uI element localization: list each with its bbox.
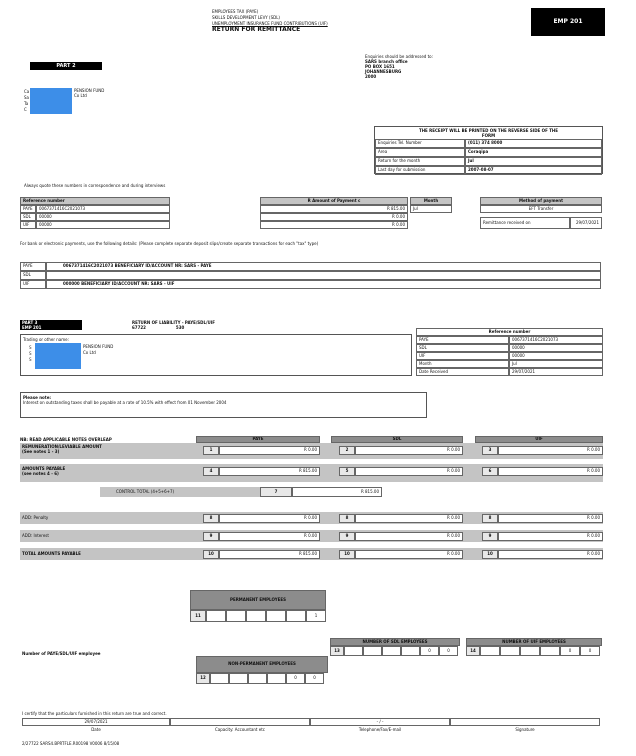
- amount-field[interactable]: R 815.00: [219, 467, 320, 476]
- uif-num: 14: [466, 646, 480, 656]
- redaction-block: [30, 88, 72, 114]
- digit-box[interactable]: [246, 610, 266, 622]
- part3-ref-value: 00000: [509, 352, 603, 360]
- digit-box[interactable]: 0: [560, 646, 580, 656]
- header-line1: EMPLOYEES TAX (PAYE): [212, 9, 259, 14]
- part3-ref-table: [416, 328, 603, 377]
- digit-box[interactable]: [520, 646, 540, 656]
- receipt-title: THE RECEIPT WILL BE PRINTED ON THE REVERSE SIDE OF THE FORM: [418, 128, 559, 138]
- enquiries-label: Enquiries should be addressed to:: [365, 54, 433, 59]
- part3-code: 530: [175, 325, 185, 330]
- receipt-row-value: 2007-08-07: [465, 166, 602, 175]
- line-number-box: 6: [482, 467, 498, 476]
- line-number-box: 1: [203, 446, 219, 455]
- read-notes: NB: READ APPLICABLE NOTES OVERLEAP: [20, 437, 112, 442]
- header-title: RETURN FOR REMITTANCE: [212, 26, 301, 33]
- trading-label: Trading or other name:: [23, 337, 69, 342]
- note-text: Interest on outstanding taxes shall be payable at a rate of 10.5% with effect from 01 November 2004: [23, 399, 227, 405]
- line-number-box: 3: [482, 446, 498, 455]
- nonperm-num: 12: [196, 673, 210, 684]
- receipt-row-label: Enquiries Tel. Number: [375, 139, 465, 148]
- digit-box[interactable]: [286, 610, 306, 622]
- line-number-box: 10: [203, 550, 219, 559]
- part3-ref-label: SDL: [416, 344, 509, 352]
- certify-telephone: - / -: [310, 718, 450, 726]
- capacity-label: Capacity: Accountant etc: [214, 727, 265, 732]
- part3-ref-value: 0067371416C2021073: [509, 336, 603, 344]
- enquiries-block: [365, 54, 433, 79]
- employer-line1: PENSION FUND: [74, 88, 105, 93]
- digit-box[interactable]: 0: [580, 646, 600, 656]
- digit-box[interactable]: [229, 673, 248, 684]
- enquiries-code: 2000: [365, 74, 377, 79]
- ben-text-paye: 0067371416C2021073 BENEFICIARY ID/ACCOUNT NR: SARS - PAYE: [46, 262, 601, 271]
- receipt-row-value: Coraqipa: [465, 148, 602, 157]
- ref-number-paye: 0067371416C2021073: [36, 205, 170, 213]
- amount-field[interactable]: R 0.00: [355, 532, 463, 541]
- certify-capacity[interactable]: [170, 718, 310, 726]
- amount-field[interactable]: R 0.00: [355, 467, 463, 476]
- digit-box[interactable]: 0: [420, 646, 439, 656]
- digit-box[interactable]: [344, 646, 363, 656]
- quote-note: Always quote these numbers in correspondence and during interviews: [24, 183, 166, 188]
- amount-sdl: R 0.00: [260, 213, 408, 221]
- received-date: 29/07/2021: [570, 217, 602, 229]
- enquiries-box: PO BOX 1651: [365, 64, 395, 69]
- enquiries-city: JOHANNESBURG: [365, 69, 402, 74]
- receipt-row-label: Return for the month: [375, 157, 465, 166]
- line-number-box: 8: [203, 514, 219, 523]
- sdl-num: 13: [330, 646, 344, 656]
- employee-count-label: Number of PAYE/SDL/UIF employee: [22, 651, 101, 656]
- ben-type-paye: PAYE: [20, 262, 46, 271]
- sdl-header: NUMBER OF SDL EMPLOYEES: [330, 638, 460, 646]
- part3-employer-line2: Co Ltd: [83, 350, 96, 355]
- total-label: TOTAL AMOUNTS PAYABLE: [22, 551, 81, 556]
- digit-box[interactable]: [363, 646, 382, 656]
- amount-field[interactable]: R 0.00: [355, 550, 463, 559]
- certify-text: I certify that the particulars furnished in this return are true and correct.: [22, 711, 167, 716]
- part3-label-text: PART 3: [22, 320, 38, 325]
- digit-box[interactable]: 1: [306, 610, 326, 622]
- amount-uif: R 0.00: [260, 221, 408, 229]
- digit-box[interactable]: 0: [305, 673, 324, 684]
- digit-box[interactable]: [248, 673, 267, 684]
- line-number-box: 5: [339, 467, 355, 476]
- part3-ref-label: PAYE: [416, 336, 509, 344]
- col-sdl: SDL: [331, 436, 463, 443]
- interest-note: [20, 392, 427, 418]
- part3-ref-label: Month: [416, 360, 509, 368]
- penalty-label: ADD: Penalty: [22, 515, 49, 520]
- month-header: Month: [410, 197, 452, 205]
- permanent-employees-box: [190, 590, 326, 622]
- amount-field[interactable]: R 0.00: [498, 467, 603, 476]
- certify-date: 29/07/2021: [22, 718, 170, 726]
- part3-employer-line1: PENSION FUND: [83, 344, 114, 349]
- part3-ref-value: Jul: [509, 360, 603, 368]
- redaction-block-2: [35, 343, 81, 369]
- uif-header: NUMBER OF UIF EMPLOYEES: [466, 638, 602, 646]
- part3-number: 67722: [132, 325, 146, 330]
- amount-field[interactable]: R 0.00: [498, 514, 603, 523]
- part3-title-block: [132, 320, 215, 330]
- amounts-sub: (see notes 4 - 6): [22, 470, 59, 476]
- date-label: Date: [91, 727, 101, 732]
- part3-ref-value: 00000: [509, 344, 603, 352]
- amounts-label: [22, 467, 65, 476]
- perm-num: 11: [190, 610, 206, 622]
- amount-field[interactable]: R 815.00: [219, 550, 320, 559]
- control-label: CONTROL TOTAL (4+5+6+7): [116, 489, 175, 494]
- ben-type-uif: UIF: [20, 280, 46, 289]
- uif-employees-box: [466, 638, 602, 656]
- amount-header: R Amount of Payment c: [260, 197, 408, 205]
- nonperm-employees-box: [196, 656, 328, 684]
- remuneration-sub: (See notes 1 - 3): [22, 448, 60, 454]
- line-number-box: 9: [482, 532, 498, 541]
- digit-box[interactable]: [382, 646, 401, 656]
- receipt-table: [374, 126, 603, 174]
- digit-box[interactable]: [226, 610, 246, 622]
- part3-ref-label: Date Received: [416, 368, 509, 376]
- footer-code: 2/27722 SARS4.BPRTFLE.R00198 V0006 8/15/08: [22, 741, 120, 746]
- amount-field[interactable]: R 0.00: [498, 550, 603, 559]
- line-number-box: 8: [339, 514, 355, 523]
- employer-line2: Co Ltd: [74, 93, 87, 98]
- header-line3: UNEMPLOYMENT INSURANCE FUND CONTRIBUTIONS (UIF): [212, 21, 328, 26]
- col-uif: UIF: [475, 436, 603, 443]
- receipt-row-label: Area: [375, 148, 465, 157]
- digit-box[interactable]: [210, 673, 229, 684]
- digit-box[interactable]: [500, 646, 520, 656]
- certify-signature[interactable]: [450, 718, 600, 726]
- ref-type-uif: UIF: [20, 221, 36, 229]
- part3-form: EMP 201: [22, 325, 42, 330]
- amount-field[interactable]: R 0.00: [219, 532, 320, 541]
- enquiries-office: SARS branch office: [365, 59, 408, 64]
- line-number-box: 8: [482, 514, 498, 523]
- beneficiary-table: [20, 262, 601, 289]
- ben-text-sdl: [46, 271, 601, 280]
- receipt-row-label: Last day for submission: [375, 166, 465, 175]
- line-number-box: 4: [203, 467, 219, 476]
- permanent-header: PERMANENT EMPLOYEES: [190, 590, 326, 610]
- payment-method: EFT Transfer: [480, 205, 602, 213]
- sdl-employees-box: [330, 638, 460, 656]
- receipt-row-value: (011) 374 8000: [465, 139, 602, 148]
- digit-box[interactable]: [266, 610, 286, 622]
- amount-field[interactable]: R 0.00: [219, 514, 320, 523]
- month-value: Jul: [410, 205, 452, 213]
- ben-text-uif: 000000 BENEFICIARY ID/ACCOUNT NR: SARS - UIF: [46, 280, 601, 289]
- control-num: 7: [260, 487, 292, 497]
- ref-type-sdl: SDL: [20, 213, 36, 221]
- trading-box: Trading or other name: S S S PENSION FUND Co Ltd: [20, 334, 412, 376]
- line-number-box: 9: [339, 532, 355, 541]
- line-number-box: 9: [203, 532, 219, 541]
- header-line2: SKILLS DEVELOPMENT LEVY (SDL): [212, 15, 280, 20]
- remuneration-label: [22, 445, 102, 454]
- amount-field[interactable]: R 0.00: [219, 446, 320, 455]
- payment-reference-table: [20, 197, 609, 237]
- digit-box[interactable]: 0: [439, 646, 458, 656]
- amount-field[interactable]: R 0.00: [498, 446, 603, 455]
- amount-field[interactable]: R 0.00: [355, 514, 463, 523]
- control-value: R 815.00: [292, 487, 382, 497]
- amounts-title: AMOUNTS PAYABLE: [22, 466, 66, 471]
- note-title: Please note:: [23, 395, 52, 400]
- line-number-box: 10: [339, 550, 355, 559]
- bank-note: For bank or electronic payments, use the following details: (Please complete separate deposit slips/create separate transactions for each "tax" type): [20, 241, 319, 246]
- ref-number-sdl: 00000: [36, 213, 170, 221]
- digit-box[interactable]: [267, 673, 286, 684]
- method-header: Method of payment: [480, 197, 602, 205]
- ref-number-uif: 00000: [36, 221, 170, 229]
- nonperm-header: NON-PERMANENT EMPLOYEES: [196, 656, 328, 673]
- remuneration-title: REMUNERATION/LEVIABLE AMOUNT: [22, 444, 102, 449]
- amount-paye: R 815.00: [260, 205, 408, 213]
- col-paye: PAYE: [196, 436, 320, 443]
- digit-box[interactable]: [206, 610, 226, 622]
- digit-box[interactable]: 0: [286, 673, 305, 684]
- part3-label: [20, 320, 82, 330]
- part3-ref-value: 29/07/2021: [509, 368, 603, 376]
- digit-box[interactable]: [540, 646, 560, 656]
- ref-type-paye: PAYE: [20, 205, 36, 213]
- part3-ref-label: UIF: [416, 352, 509, 360]
- certify-fields: [22, 718, 600, 728]
- certify-labels: [22, 728, 600, 734]
- telephone-label: Telephone/Fax/E-mail: [358, 727, 402, 732]
- amount-field[interactable]: R 0.00: [498, 532, 603, 541]
- employer-address: Ca Sa Ta C PENSION FUND Co Ltd: [24, 88, 105, 112]
- ben-type-sdl: SDL: [20, 271, 46, 280]
- amount-field[interactable]: R 0.00: [355, 446, 463, 455]
- line-number-box: 2: [339, 446, 355, 455]
- form-header: [212, 9, 328, 33]
- part3-ref-header: Reference number: [416, 328, 603, 336]
- ref-header: Reference number: [20, 197, 170, 205]
- part3-title: RETURN OF LIABILITY - PAYE/SDL/UIF: [132, 320, 215, 325]
- interest-label: ADD: Interest: [22, 533, 49, 538]
- received-label: Remittance received on: [480, 217, 570, 229]
- digit-box[interactable]: [480, 646, 500, 656]
- receipt-row-value: Jul: [465, 157, 602, 166]
- form-code-badge: EMP 201: [531, 8, 605, 36]
- part2-label: PART 2: [30, 62, 102, 70]
- digit-box[interactable]: [401, 646, 420, 656]
- line-number-box: 10: [482, 550, 498, 559]
- signature-label: Signature: [515, 727, 535, 732]
